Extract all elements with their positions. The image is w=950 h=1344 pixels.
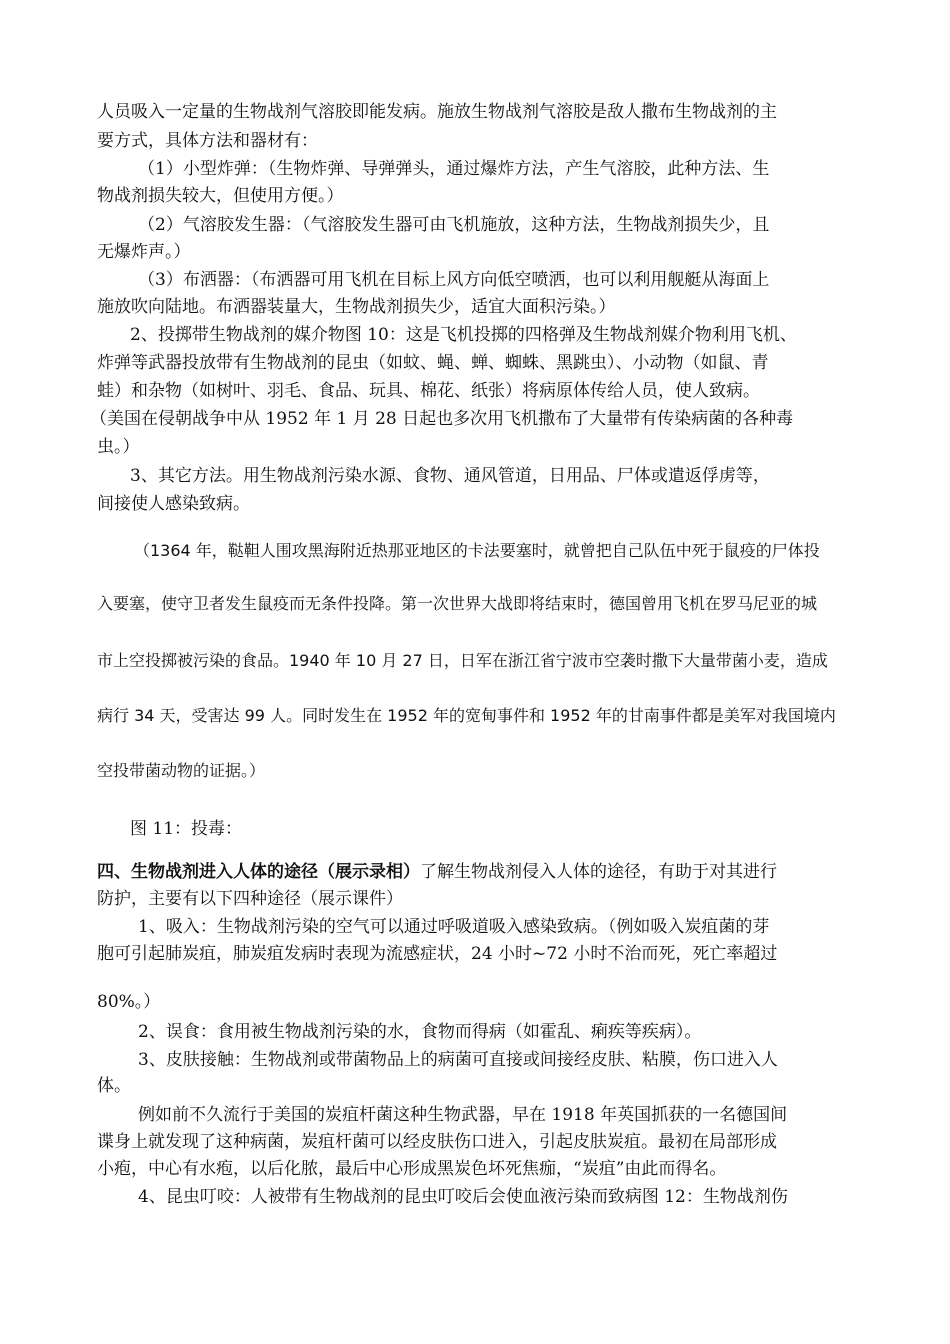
section-4-heading-line — [97, 860, 777, 884]
paragraph-line: 80%。） — [97, 992, 161, 1012]
method-2-heading: 2、投掷带生物战剂的媒介物图 10：这是飞机投掷的四格弹及生物战剂媒介物利用飞机、 — [130, 325, 797, 345]
paragraph-line: 胞可引起肺炭疽，肺炭疽发病时表现为流感症状，24 小时~72 小时不治而死，死亡率超过 — [97, 944, 778, 964]
history-paragraph-line: 市上空投掷被污染的食品。1940 年 10 月 27 日，日军在浙江省宁波市空袭时撒下大量带菌小麦，造成 — [97, 651, 828, 670]
section-4-intro: 了解生物战剂侵入人体的途径，有助于对其进行 — [420, 862, 777, 882]
paragraph-line: 蛙）和杂物（如树叶、羽毛、食品、玩具、棉花、纸张）将病原体传给人员，使人致病。 — [97, 381, 760, 401]
route-2-ingestion: 2、误食：食用被生物战剂污染的水，食物而得病（如霍乱、痢疾等疾病）。 — [138, 1022, 702, 1042]
paragraph-line: （美国在侵朝战争中从 1952 年 1 月 28 日起也多次用飞机撒布了大量带有传染病菌的各种毒 — [90, 409, 794, 429]
list-item-small-bomb: （1）小型炸弹：（生物炸弹、导弹弹头，通过爆炸方法，产生气溶胶，此种方法、生 — [138, 159, 770, 179]
paragraph-line: 体。 — [97, 1076, 131, 1096]
history-paragraph-line: （1364 年，鞑靼人围攻黑海附近热那亚地区的卡法要塞时，就曾把自己队伍中死于鼠疫的尸体投 — [134, 541, 820, 560]
section-4-title: 四、生物战剂进入人体的途径（展示录相） — [97, 862, 420, 882]
paragraph-line: 谍身上就发现了这种病菌，炭疽杆菌可以经皮肤伤口进入，引起皮肤炭疽。最初在局部形成 — [97, 1132, 777, 1152]
paragraph-line: 施放吹向陆地。布洒器装量大，生物战剂损失少，适宜大面积污染。） — [97, 297, 616, 317]
paragraph-line: 炸弹等武器投放带有生物战剂的昆虫（如蚊、蝇、蝉、蜘蛛、黑跳虫）、小动物（如鼠、青 — [97, 353, 769, 373]
route-3-skin-contact: 3、皮肤接触：生物战剂或带菌物品上的病菌可直接或间接经皮肤、粘膜，伤口进入人 — [138, 1050, 778, 1070]
history-paragraph-line: 入要塞，使守卫者发生鼠疫而无条件投降。第一次世界大战即将结束时，德国曾用飞机在罗马尼亚的城 — [97, 594, 818, 613]
paragraph-line: 小疱，中心有水疱，以后化脓，最后中心形成黑炭色坏死焦痂，“炭疽”由此而得名。 — [97, 1159, 727, 1179]
route-4-insect-bite: 4、昆虫叮咬：人被带有生物战剂的昆虫叮咬后会使血液污染而致病图 12：生物战剂伤 — [138, 1187, 788, 1207]
example-paragraph-line: 例如前不久流行于美国的炭疽杆菌这种生物武器，早在 1918 年英国抓获的一名德国间 — [138, 1105, 788, 1125]
history-paragraph-line: 病行 34 天，受害达 99 人。同时发生在 1952 年的宽甸事件和 1952 年的甘南事件都是美军对我国境内 — [97, 706, 836, 725]
history-paragraph-line: 空投带菌动物的证据。） — [97, 761, 266, 780]
paragraph-line: 物战剂损失较大，但使用方便。） — [97, 186, 344, 206]
list-item-aerosol-generator: （2）气溶胶发生器：（气溶胶发生器可由飞机施放，这种方法，生物战剂损失少，且 — [138, 215, 770, 235]
paragraph-line: 防护，主要有以下四种途径（展示课件） — [97, 889, 403, 909]
paragraph-line: 虫。） — [97, 437, 140, 457]
list-item-sprayer: （3）布洒器：（布洒器可用飞机在目标上风方向低空喷洒，也可以利用舰艇从海面上 — [138, 270, 770, 290]
route-1-inhalation: 1、吸入：生物战剂污染的空气可以通过呼吸道吸入感染致病。（例如吸入炭疽菌的芽 — [138, 917, 770, 937]
paragraph-line: 无爆炸声。） — [97, 242, 191, 262]
paragraph-line: 间接使人感染致病。 — [97, 494, 250, 514]
figure-11-caption: 图 11：投毒： — [130, 819, 243, 839]
paragraph-line: 人员吸入一定量的生物战剂气溶胶即能发病。施放生物战剂气溶胶是敌人撒布生物战剂的主 — [97, 102, 777, 122]
method-3-heading: 3、其它方法。用生物战剂污染水源、食物、通风管道，日用品、尸体或遣返俘虏等， — [130, 466, 770, 486]
paragraph-line: 要方式，具体方法和器材有： — [97, 131, 318, 151]
